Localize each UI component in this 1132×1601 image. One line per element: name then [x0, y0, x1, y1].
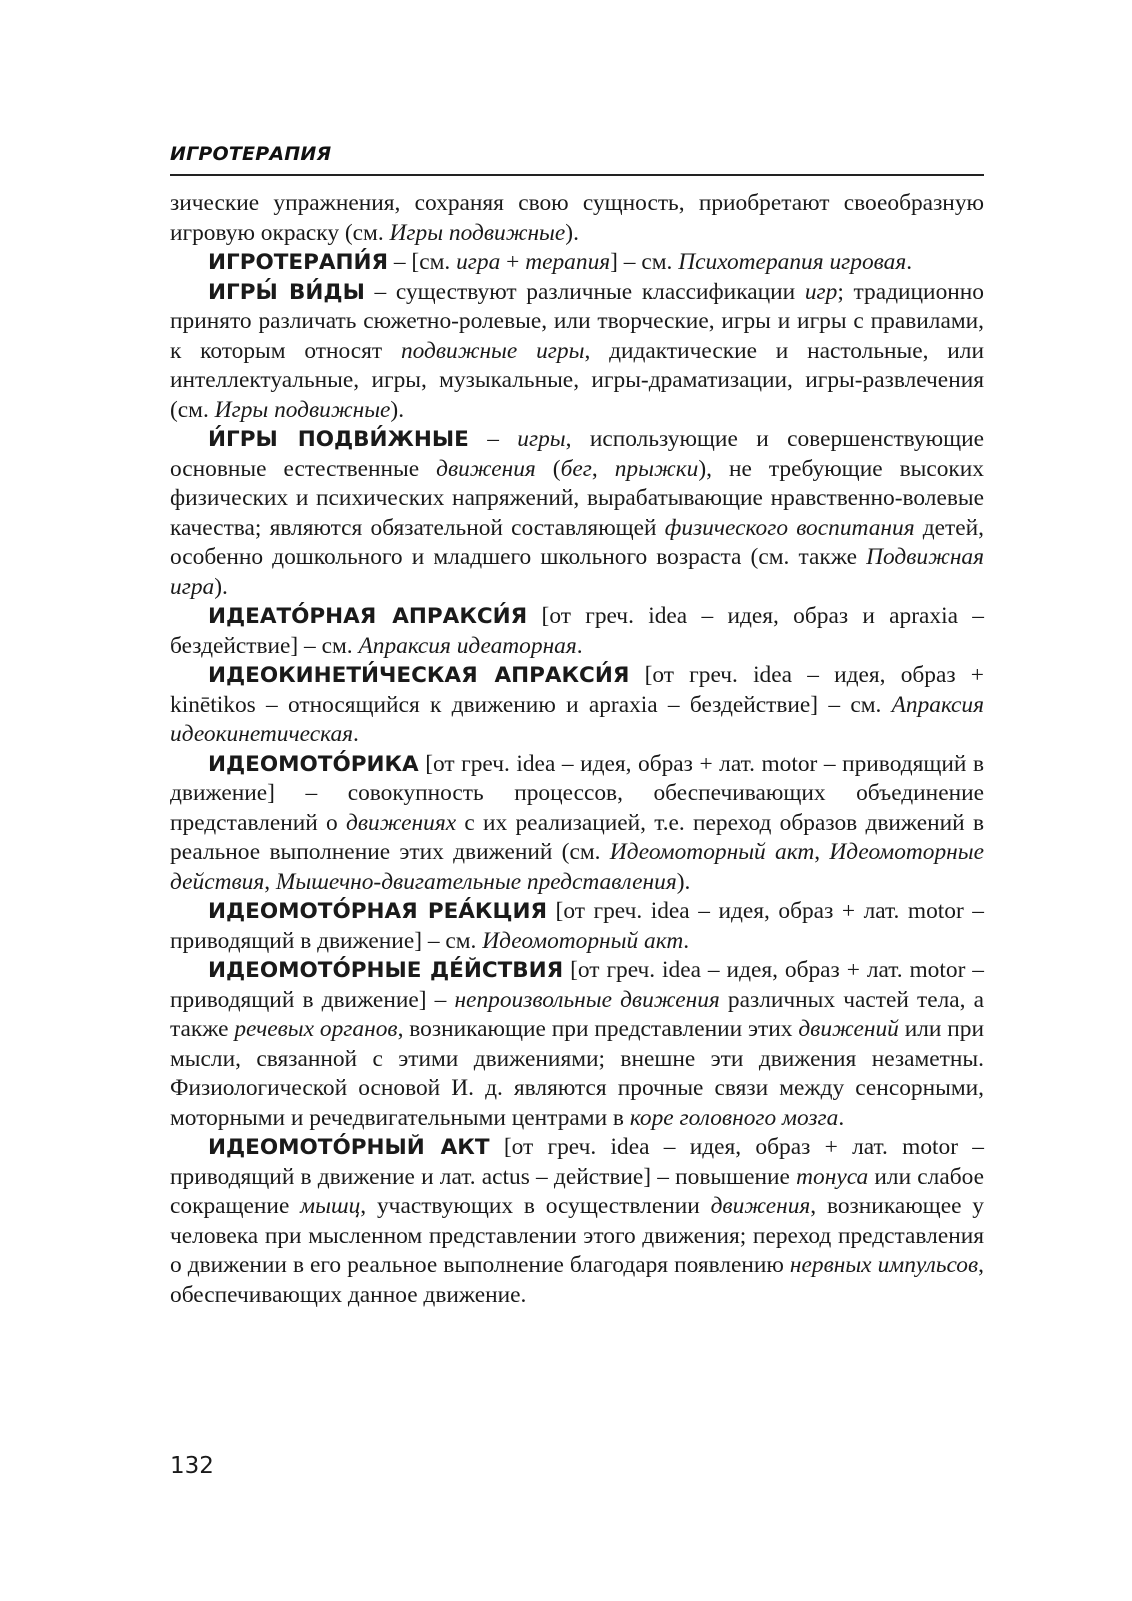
entry-headword: ИДЕОМОТО́РНЫЙ АКТ	[208, 1135, 490, 1160]
cross-reference: прыжки	[614, 455, 699, 482]
cross-reference: Апраксия идеокинетическая	[170, 691, 984, 747]
entry-text: .	[576, 632, 583, 659]
entry-text: .	[838, 1104, 845, 1131]
running-head: ИГРОТЕРАПИЯ	[170, 143, 332, 165]
entry-text: детей, особенно дошкольного и младшего школьного возраста (см. также	[170, 514, 984, 570]
entry-text: ), не требующие высоких физических и психических напряжений, вырабатывающие нравственно-волевые качества; являются обязательной составляющей	[170, 455, 985, 541]
cross-reference: движения	[710, 1193, 811, 1219]
cross-reference: тонуса	[796, 1163, 869, 1190]
entry-text: или при мысли, связанной с этими движениями; внешне эти движения незаметны. Физиологической основой И. д. являются прочные связи между сенсорными, моторными и речедвигательными центрами в	[170, 1016, 984, 1131]
dictionary-entry	[170, 248, 984, 278]
page-number: 132	[170, 1453, 214, 1479]
entry-text: различных частей тела, а также	[170, 986, 984, 1042]
dictionary-entry	[170, 278, 984, 426]
cross-reference: Мышечно-двигательные представления	[275, 868, 677, 895]
header-rule	[170, 174, 984, 176]
entry-text: , использующие и совершенствующие основные естественные	[170, 426, 985, 482]
dictionary-entry	[170, 1133, 984, 1310]
entry-text: , обеспечивающих данное движение.	[170, 1252, 984, 1308]
entry-headword: ИДЕОМОТО́РНЫЕ ДЕ́ЙСТВИЯ	[208, 958, 564, 983]
entry-headword: ИДЕАТО́РНАЯ АПРАКСИ́Я	[208, 604, 528, 629]
entry-headword: ИГРЫ́ ВИ́ДЫ	[208, 279, 365, 305]
entry-continuation	[170, 189, 984, 248]
cross-reference: Игры подвижные	[389, 219, 566, 246]
cross-reference: Идеомоторный акт	[609, 839, 815, 865]
entry-text: +	[500, 249, 526, 275]
entry-text: –	[468, 426, 518, 452]
entry-text: [от греч. idea – идея, образ + kinētikos – относящийся к движению и apraxia – бездействие] – см.	[170, 662, 984, 718]
entry-headword: ИДЕОКИНЕТИ́ЧЕСКАЯ АПРАКСИ́Я	[208, 663, 630, 688]
cross-reference: Апраксия идеаторная	[358, 632, 577, 659]
cross-reference: мышц	[300, 1193, 361, 1219]
cross-reference: бег	[560, 455, 592, 482]
entry-text: , участвующих в осуществлении	[360, 1193, 711, 1219]
cross-reference: Игры подвижные	[214, 396, 391, 423]
dictionary-entry	[170, 750, 984, 898]
cross-reference: игры	[517, 426, 566, 452]
cross-reference: нервных импульсов	[789, 1252, 979, 1278]
entry-text: ,	[591, 455, 615, 482]
entry-text: зические упражнения, сохраняя свою сущность, приобретают своеобразную игровую окраску (см.	[170, 190, 984, 246]
dictionary-entry	[170, 602, 984, 661]
dictionary-entry	[170, 425, 984, 602]
entry-text: или слабое сокращение	[170, 1163, 984, 1219]
entry-text: [от греч. idea – идея, образ + лат. motor – приводящий в движение] – совокупность процессов, обеспечивающих объединение представлений о	[170, 750, 984, 836]
entry-text: с их реализацией, т.е. переход образов движений в реальное выполнение этих движений (см.	[170, 809, 984, 865]
cross-reference: движений	[798, 1016, 899, 1042]
entry-text: , дидактические и настольные, или интеллектуальные, игры, музыкальные, игры-драматизации, игры-развлечения (см.	[170, 337, 984, 423]
entry-text: [от греч. idea – идея, образ + лат. motor – приводящий в движение] – см.	[170, 898, 984, 954]
entry-text: (	[535, 455, 561, 482]
entry-text: ,	[264, 868, 276, 895]
entry-text: .	[683, 927, 690, 954]
cross-reference: Психотерапия игровая	[678, 249, 907, 275]
entry-text: – существуют различные классификации	[364, 278, 805, 305]
dictionary-entry	[170, 897, 984, 956]
entry-text: ).	[565, 219, 579, 246]
cross-reference: движения	[436, 455, 536, 482]
entry-text: ; традиционно принято различать сюжетно-ролевые, или творческие, игры и игры с правилами, к которым относят	[170, 278, 984, 364]
entry-headword: И́ГРЫ ПОДВИ́ЖНЫЕ	[208, 427, 469, 452]
entry-text: [от греч. idea – идея, образ и apraxia – бездействие] – см.	[170, 603, 984, 659]
entry-text: ).	[214, 573, 228, 600]
cross-reference: игр	[804, 278, 838, 305]
entry-text: , возникающие при представлении этих	[397, 1016, 799, 1042]
cross-reference: Идеомоторный акт	[482, 927, 684, 954]
dictionary-entry	[170, 661, 984, 750]
cross-reference: физического воспитания	[664, 514, 915, 541]
cross-reference: коре головного мозга	[629, 1104, 839, 1131]
entry-text: ).	[390, 396, 405, 423]
entry-text: – [см.	[388, 249, 457, 275]
entry-headword: ИГРОТЕРАПИ́Я	[208, 250, 389, 275]
entry-text: ).	[676, 868, 691, 895]
dictionary-entry	[170, 956, 984, 1133]
cross-reference: движениях	[346, 809, 457, 836]
cross-reference: Идеомоторные действия	[170, 839, 984, 895]
cross-reference: подвижные игры	[400, 337, 585, 364]
entry-text: .	[353, 721, 359, 747]
entry-headword: ИДЕОМОТО́РНАЯ РЕА́КЦИЯ	[208, 899, 547, 924]
dictionary-entries	[170, 189, 984, 1310]
cross-reference: непроизвольные движения	[454, 986, 720, 1013]
entry-text: ,	[814, 839, 830, 865]
cross-reference: Подвижная игра	[170, 544, 984, 600]
entry-text: [от греч. idea – идея, образ + лат. motor – приводящий в движение] –	[170, 957, 984, 1013]
entry-text: ] – см.	[610, 249, 679, 275]
entry-text: [от греч. idea – идея, образ + лат. motor – приводящий в движение и лат. actus – действие] – повышение	[170, 1134, 984, 1190]
entry-text: .	[906, 249, 913, 275]
cross-reference: игра	[456, 249, 501, 275]
cross-reference: терапия	[525, 249, 611, 275]
entry-headword: ИДЕОМОТО́РИКА	[208, 751, 419, 777]
entry-text: , возникающее у человека при мысленном представлении этого движения; переход представления о движении в его реальное выполнение благодаря появлению	[170, 1193, 984, 1278]
cross-reference: речевых органов	[234, 1016, 398, 1042]
